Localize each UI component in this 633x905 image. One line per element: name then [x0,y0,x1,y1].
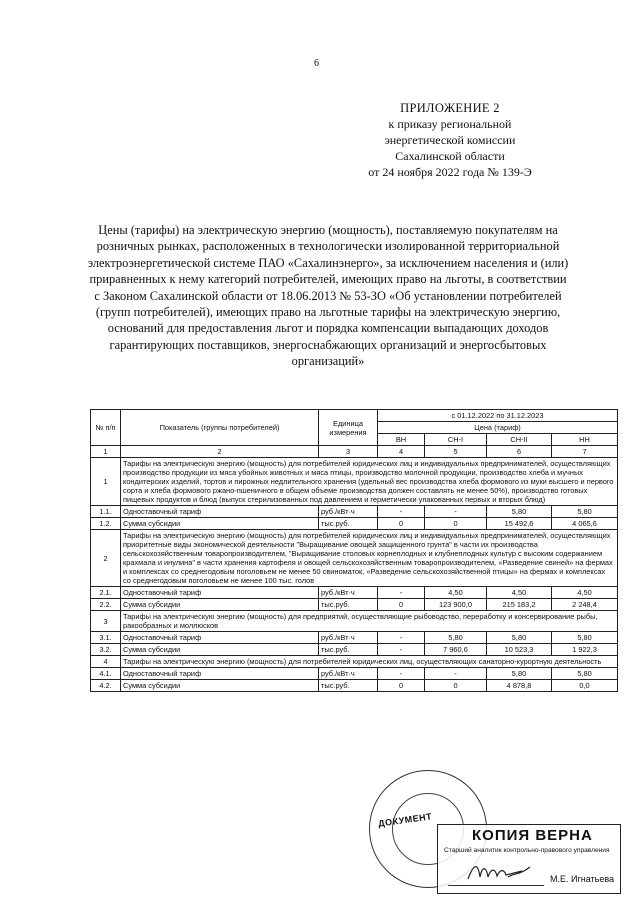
value-sn2: 10 523,3 [487,644,552,656]
value-vn: 0 [378,518,425,530]
row-name: Одноставочный тариф [121,506,319,518]
value-vn: - [378,506,425,518]
header-level-sn1: СН-I [425,434,487,446]
row-unit: тыс.руб. [319,599,378,611]
row-name: Одноставочный тариф [121,587,319,599]
value-sn2: 15 492,6 [487,518,552,530]
value-nn: 5,80 [552,632,618,644]
row-number: 2.1. [91,587,121,599]
row-name: Одноставочный тариф [121,632,319,644]
section-number: 4 [91,656,121,668]
row-name: Сумма субсидии [121,644,319,656]
value-vn: - [378,587,425,599]
certification-stamp [355,770,625,900]
value-sn1: - [425,506,487,518]
section-description: Тарифы на электрическую энергию (мощность) для потребителей юридических лиц, осуществляющих санаторно-курортную деятельность [121,656,618,668]
column-number: 3 [319,446,378,458]
value-vn: 0 [378,680,425,692]
column-number: 6 [487,446,552,458]
handwritten-signature [464,859,534,885]
value-sn2: 215 183,2 [487,599,552,611]
appendix-line: энергетической комиссии [384,133,516,147]
certifier-position: Старший аналитик контрольно-правового управления [444,847,610,854]
row-unit: руб./кВт·ч [319,587,378,599]
section-number: 3 [91,611,121,632]
seal-text: ДОКУМЕНТ [377,811,433,829]
value-sn1: 5,80 [425,632,487,644]
appendix-line: к приказу региональной [388,117,512,131]
row-number: 2.2. [91,599,121,611]
header-unit: Единица измерения [319,410,378,446]
row-name: Сумма субсидии [121,518,319,530]
header-period: с 01.12.2022 по 31.12.2023 [378,410,618,422]
header-num: № п/п [91,410,121,446]
column-number: 4 [378,446,425,458]
header-price: Цена (тариф) [378,422,618,434]
value-sn1: 7 960,6 [425,644,487,656]
value-sn2: 5,80 [487,668,552,680]
value-nn: 1 922,3 [552,644,618,656]
row-name: Одноставочный тариф [121,668,319,680]
value-sn2: 4,50 [487,587,552,599]
appendix-title: ПРИЛОЖЕНИЕ 2 [400,101,500,115]
document-title: Цены (тарифы) на электрическую энергию (мощность), поставляемую покупателям на розничных рынках, расположенных в технологически изолированной территориальной электроэнергетической системе ПАО «Сахалинэнерго», за исключением населения и (или) приравненных к нему категорий потребителей, имеющих право на льготы, в соответствии с Законом Сахалинской области от 18.06.2013 № 53-ЗО «Об установлении потребителей (групп потребителей), имеющих право на льготные тарифы на электрическую энергию, оснований для предоставления льгот и порядка компенсации выпадающих доходов гарантирующих поставщиков, энергоснабжающих организаций и энергосбытовых организаций» [87,223,569,369]
row-name: Сумма субсидии [121,680,319,692]
value-sn1: 4,50 [425,587,487,599]
value-sn1: 0 [425,518,487,530]
value-nn: 5,80 [552,668,618,680]
row-unit: тыс.руб. [319,518,378,530]
value-nn: 2 248,4 [552,599,618,611]
row-number: 1.2. [91,518,121,530]
column-number: 7 [552,446,618,458]
value-vn: - [378,644,425,656]
value-sn1: 0 [425,680,487,692]
signature-line [448,885,544,886]
header-indicator: Показатель (группы потребителей) [121,410,319,446]
row-unit: руб./кВт·ч [319,668,378,680]
value-vn: - [378,632,425,644]
value-sn1: - [425,668,487,680]
value-vn: 0 [378,599,425,611]
row-unit: тыс.руб. [319,644,378,656]
section-description: Тарифы на электрическую энергию (мощность) для предприятий, осуществляющие рыбоводство, переработку и консервирование рыбы, ракообразных и моллюсков [121,611,618,632]
value-vn: - [378,668,425,680]
column-number: 1 [91,446,121,458]
header-level-nn: НН [552,434,618,446]
appendix-line: от 24 ноября 2022 года № 139-Э [368,165,532,179]
appendix-line: Сахалинской области [395,149,505,163]
value-nn: 4,50 [552,587,618,599]
row-unit: тыс.руб. [319,680,378,692]
column-number: 2 [121,446,319,458]
copy-certified-box [437,824,621,894]
value-sn1: 123 900,0 [425,599,487,611]
section-number: 2 [91,530,121,587]
certifier-name: М.Е. Игнатьева [550,874,615,884]
copy-certified-title: КОПИЯ ВЕРНА [472,827,593,844]
appendix-block [330,100,570,180]
section-description: Тарифы на электрическую энергию (мощность) для потребителей юридических лиц и индивидуальных предпринимателей, осуществляющих производство продукции из мяса убойных животных и мяса птицы, производство молочной продукции, производство хлеба и мучных кондитерских изделий, тортов и пирожных недлительного хранения (удельный вес производства хлеба формового из муки высшего и первого сорта и хлеба формового ржано-пшеничного в общем объеме производства должен составлять не менее 50%), производство готовых пищевых продуктов и блюд (выпуск стерилизованных под давлением и герметически упакованных первых и вторых блюд) [121,458,618,506]
header-level-sn2: СН-II [487,434,552,446]
page-number: 6 [314,58,319,69]
row-number: 3.2. [91,644,121,656]
row-unit: руб./кВт·ч [319,506,378,518]
section-number: 1 [91,458,121,506]
row-unit: руб./кВт·ч [319,632,378,644]
section-description: Тарифы на электрическую энергию (мощность) для потребителей юридических лиц и индивидуальных предпринимателей, осуществляющих приоритетные виды экономической деятельности "Выращивание овощей защищенного грунта" в части их производства сельскохозяйственным товаропроизводителем, "Выращивание столовых корнеплодных и клубнеплодных культур с высоким содержанием крахмала и инулина" в части хранения картофеля и овощей сельскохозяйственным товаропроизводителем, «Разведение свиней» на фермах и комплексах со среднегодовым поголовьем не менее 50 свиноматок, «Разведение сельскохозяйственной птицы» на фермах и комплексах со среднегодовым поголовьем не менее 100 тыс. голов [121,530,618,587]
value-nn: 5,80 [552,506,618,518]
row-number: 1.1. [91,506,121,518]
value-nn: 4 065,6 [552,518,618,530]
tariff-table [90,409,618,692]
header-level-vn: ВН [378,434,425,446]
row-name: Сумма субсидии [121,599,319,611]
column-number: 5 [425,446,487,458]
value-sn2: 5,80 [487,506,552,518]
row-number: 4.2. [91,680,121,692]
row-number: 4.1. [91,668,121,680]
value-sn2: 4 878,8 [487,680,552,692]
row-number: 3.1. [91,632,121,644]
value-sn2: 5,80 [487,632,552,644]
value-nn: 0,0 [552,680,618,692]
